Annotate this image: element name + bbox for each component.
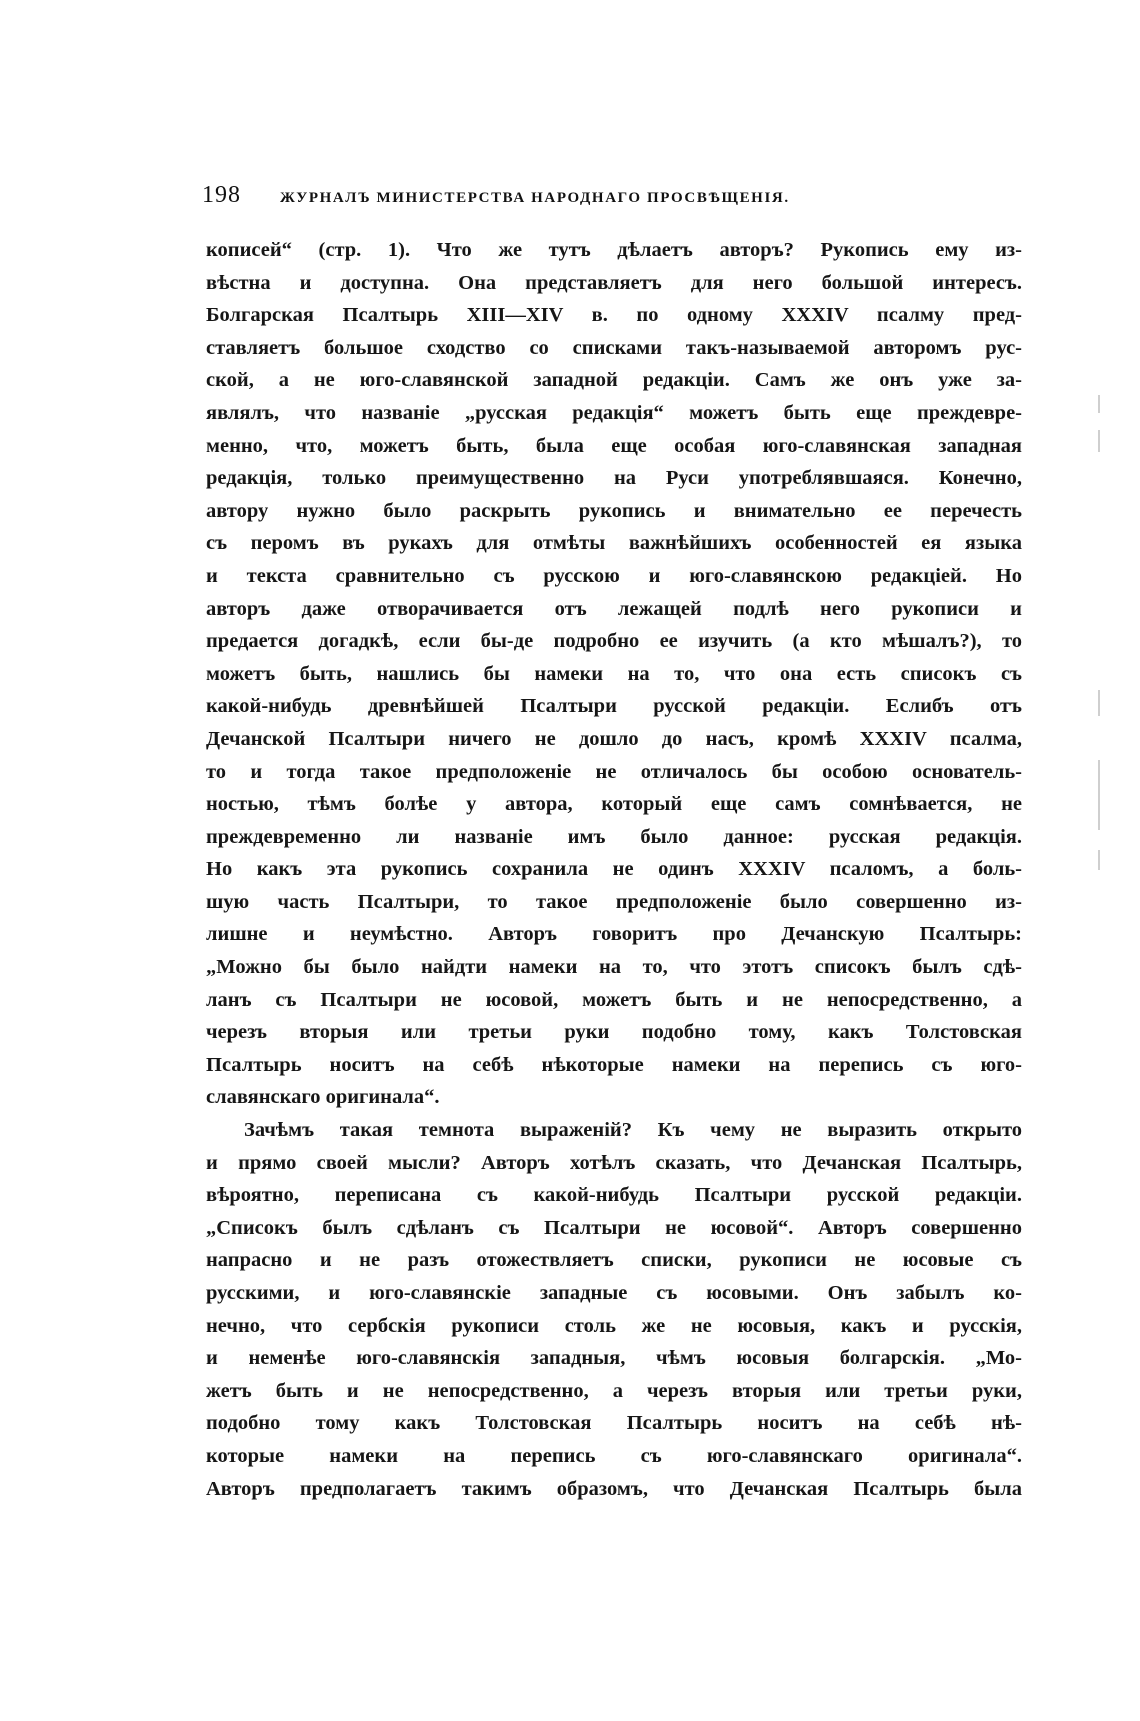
- scan-margin-mark: [1098, 760, 1100, 830]
- text-line: Но какъ эта рукопись сохранила не одинъ XXXIV псаломъ, а боль-: [206, 858, 1022, 881]
- text-line-paragraph-end: славянскаго оригинала“.: [206, 1086, 440, 1109]
- scan-margin-mark: [1098, 850, 1100, 870]
- text-line: предается догадкѣ, если бы-де подробно ее изучить (а кто мѣшалъ?), то: [206, 630, 1022, 653]
- text-line: Псалтырь носитъ на себѣ нѣкоторые намеки на перепись съ юго-: [206, 1053, 1022, 1076]
- text-line: автору нужно было раскрыть рукопись и внимательно ее перечесть: [206, 499, 1022, 522]
- text-line: „Можно бы было найдти намеки на то, что этотъ списокъ былъ сдѣ-: [206, 956, 1022, 979]
- text-line: ской, а не юго-славянской западной редакціи. Самъ же онъ уже за-: [206, 369, 1022, 392]
- text-line: вѣстна и доступна. Она представляетъ для него большой интересъ.: [206, 271, 1022, 294]
- scan-margin-mark: [1098, 395, 1100, 413]
- text-line: вѣроятно, переписана съ какой-нибудь Псалтыри русской редакціи.: [206, 1184, 1022, 1207]
- text-line: черезъ вторыя или третьи руки подобно тому, какъ Толстовская: [206, 1021, 1022, 1044]
- text-line: и неменѣе юго-славянскія западныя, чѣмъ юсовыя болгарскія. „Мо-: [206, 1347, 1022, 1370]
- text-line: ставляетъ большое сходство со списками такъ-называемой авторомъ рус-: [206, 336, 1022, 359]
- text-line: менно, что, можетъ быть, была еще особая юго-славянская западная: [206, 434, 1022, 457]
- text-line: то и тогда такое предположеніе не отличалось бы особою основатель-: [206, 760, 1022, 783]
- text-line: Болгарская Псалтырь XIII—XIV в. по одному XXXIV псалму пред-: [206, 304, 1022, 327]
- text-line-paragraph-start: Зачѣмъ такая темнота выраженій? Къ чему не выразить открыто: [244, 1119, 1022, 1142]
- text-line: авторъ даже отворачивается отъ лежащей подлѣ него рукописи и: [206, 597, 1022, 620]
- running-header: [202, 182, 1022, 222]
- text-line: редакція, только преимущественно на Руси употреблявшаяся. Конечно,: [206, 467, 1022, 490]
- text-line: и прямо своей мысли? Авторъ хотѣлъ сказать, что Дечанская Псалтырь,: [206, 1151, 1022, 1174]
- text-line: съ перомъ въ рукахъ для отмѣты важнѣйшихъ особенностей ея языка: [206, 532, 1022, 555]
- journal-title: ЖУРНАЛЪ МИНИСТЕРСТВА НАРОДНАГО ПРОСВѢЩЕНІЯ.: [280, 190, 790, 206]
- text-line: русскими, и юго-славянскіе западные съ юсовыми. Онъ забылъ ко-: [206, 1282, 1022, 1304]
- text-line: подобно тому какъ Толстовская Псалтырь носитъ на себѣ нѣ-: [206, 1412, 1022, 1435]
- text-line: напрасно и не разъ отожествляетъ списки, рукописи не юсовые съ: [206, 1249, 1022, 1272]
- text-line: являлъ, что названіе „русская редакція“ можетъ быть еще преждевре-: [206, 401, 1022, 424]
- body-text: [206, 234, 1022, 1505]
- text-line: шую часть Псалтыри, то такое предположеніе было совершенно из-: [206, 890, 1022, 913]
- page-number: 198: [202, 182, 241, 208]
- text-line: „Списокъ былъ сдѣланъ съ Псалтыри не юсовой“. Авторъ совершенно: [206, 1216, 1022, 1239]
- text-line: нечно, что сербскія рукописи столь же не юсовыя, какъ и русскія,: [206, 1314, 1022, 1337]
- text-line: кописей“ (стр. 1). Что же тутъ дѣлаетъ авторъ? Рукопись ему из-: [206, 239, 1022, 261]
- text-line: ностью, тѣмъ болѣе у автора, который еще самъ сомнѣвается, не: [206, 793, 1022, 816]
- text-line: можетъ быть, нашлись бы намеки на то, что она есть списокъ съ: [206, 662, 1022, 685]
- text-line: ланъ съ Псалтыри не юсовой, можетъ быть и не непосредственно, а: [206, 988, 1022, 1011]
- text-line: лишне и неумѣстно. Авторъ говоритъ про Дечанскую Псалтырь:: [206, 923, 1022, 946]
- text-line: Дечанской Псалтыри ничего не дошло до насъ, кромѣ XXXIV псалма,: [206, 727, 1022, 750]
- text-line: которые намеки на перепись съ юго-славянскаго оригинала“.: [206, 1444, 1022, 1467]
- text-line: жетъ быть и не непосредственно, а черезъ вторыя или третьи руки,: [206, 1379, 1022, 1402]
- scan-margin-mark: [1098, 430, 1100, 452]
- text-line: и текста сравнительно съ русскою и юго-славянскою редакціей. Но: [206, 564, 1022, 587]
- scan-margin-mark: [1098, 690, 1100, 716]
- text-line: какой-нибудь древнѣйшей Псалтыри русской редакціи. Еслибъ отъ: [206, 695, 1022, 718]
- text-line: преждевременно ли названіе имъ было данное: русская редакція.: [206, 825, 1022, 848]
- text-line: Авторъ предполагаетъ такимъ образомъ, что Дечанская Псалтырь была: [206, 1477, 1022, 1500]
